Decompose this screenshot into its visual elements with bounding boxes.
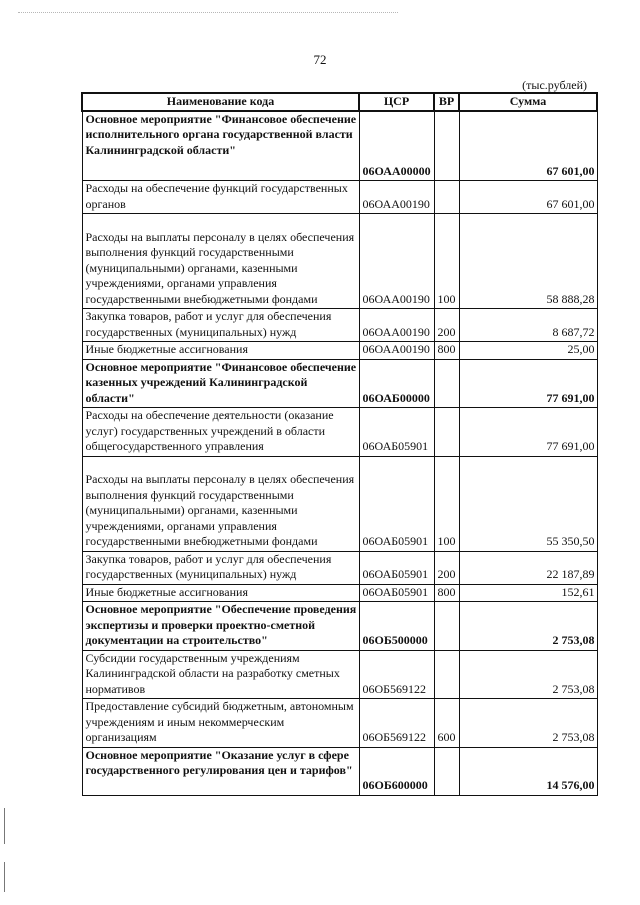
row-amount: 8 687,72 <box>459 309 597 342</box>
table-row <box>82 584 597 602</box>
row-amount: 2 753,08 <box>459 650 597 699</box>
row-name: Основное мероприятие "Финансовое обеспечение казенных учреждений Калининградской области" <box>82 359 359 408</box>
table-row <box>82 342 597 360</box>
row-vr <box>434 359 459 408</box>
row-vr: 200 <box>434 309 459 342</box>
row-name: Иные бюджетные ассигнования <box>82 342 359 360</box>
row-amount: 67 601,00 <box>459 111 597 181</box>
row-amount: 14 576,00 <box>459 747 597 795</box>
row-csr: 06ОАБ00000 <box>359 359 434 408</box>
row-amount: 77 691,00 <box>459 359 597 408</box>
row-name: Предоставление субсидий бюджетным, автономным учреждениям и иным некоммерческим организациям <box>82 699 359 748</box>
row-amount: 22 187,89 <box>459 551 597 584</box>
row-name: Расходы на выплаты персоналу в целях обеспечения выполнения функций государственными (муниципальными) органами, казенными учреждениями, органами управления государственными внебюджетными фондами <box>82 214 359 309</box>
row-vr <box>434 602 459 651</box>
row-csr: 06ОАБ05901 <box>359 584 434 602</box>
row-vr: 600 <box>434 699 459 748</box>
scan-artifact-top <box>18 12 398 17</box>
row-name: Основное мероприятие "Оказание услуг в сфере государственного регулирования цен и тарифов" <box>82 747 359 795</box>
row-vr: 800 <box>434 584 459 602</box>
row-name: Расходы на выплаты персоналу в целях обеспечения выполнения функций государственными (муниципальными) органами, казенными учреждениями, органами управления государственными внебюджетными фондами <box>82 456 359 551</box>
table-row-main-activity <box>82 359 597 408</box>
scan-artifact-left-lower <box>4 862 5 892</box>
table-row <box>82 456 597 551</box>
table-row-main-activity <box>82 111 597 181</box>
table-row-main-activity <box>82 602 597 651</box>
row-vr <box>434 747 459 795</box>
row-vr: 100 <box>434 456 459 551</box>
row-name: Расходы на обеспечение функций государственных органов <box>82 181 359 214</box>
header-csr: ЦСР <box>359 93 434 111</box>
row-vr: 200 <box>434 551 459 584</box>
row-name: Закупка товаров, работ и услуг для обеспечения государственных (муниципальных) нужд <box>82 551 359 584</box>
row-csr: 06ОБ569122 <box>359 650 434 699</box>
header-vr: ВР <box>434 93 459 111</box>
row-vr <box>434 408 459 457</box>
row-csr: 06ОАБ05901 <box>359 408 434 457</box>
row-vr: 100 <box>434 214 459 309</box>
row-csr: 06ОАА00190 <box>359 309 434 342</box>
row-amount: 152,61 <box>459 584 597 602</box>
row-csr: 06ОАА00000 <box>359 111 434 181</box>
row-amount: 58 888,28 <box>459 214 597 309</box>
table-row <box>82 408 597 457</box>
page-number: 72 <box>313 52 327 67</box>
row-amount: 25,00 <box>459 342 597 360</box>
row-csr: 06ОБ569122 <box>359 699 434 748</box>
row-name: Расходы на обеспечение деятельности (оказание услуг) государственных учреждений в области общегосударственного управления <box>82 408 359 457</box>
budget-table <box>81 92 598 796</box>
header-amount: Сумма <box>459 93 597 111</box>
row-csr: 06ОАБ05901 <box>359 456 434 551</box>
row-csr: 06ОАБ05901 <box>359 551 434 584</box>
table-row <box>82 650 597 699</box>
table-row <box>82 551 597 584</box>
table-row <box>82 309 597 342</box>
table-row <box>82 699 597 748</box>
row-csr: 06ОАА00190 <box>359 214 434 309</box>
row-name: Иные бюджетные ассигнования <box>82 584 359 602</box>
header-name: Наименование кода <box>82 93 359 111</box>
row-csr: 06ОБ600000 <box>359 747 434 795</box>
row-vr <box>434 650 459 699</box>
table-row-main-activity <box>82 747 597 795</box>
row-name: Закупка товаров, работ и услуг для обеспечения государственных (муниципальных) нужд <box>82 309 359 342</box>
row-amount: 77 691,00 <box>459 408 597 457</box>
row-name: Основное мероприятие "Обеспечение проведения экспертизы и проверки проектно-сметной документации на строительство" <box>82 602 359 651</box>
table-header-row <box>82 93 597 111</box>
row-amount: 55 350,50 <box>459 456 597 551</box>
unit-note: (тыс.рублей) <box>522 78 587 92</box>
row-vr <box>434 181 459 214</box>
row-amount: 2 753,08 <box>459 699 597 748</box>
row-amount: 67 601,00 <box>459 181 597 214</box>
table-row <box>82 214 597 309</box>
row-csr: 06ОАА00190 <box>359 342 434 360</box>
row-csr: 06ОАА00190 <box>359 181 434 214</box>
row-amount: 2 753,08 <box>459 602 597 651</box>
row-name: Субсидии государственным учреждениям Калининградской области на разработку сметных нормативов <box>82 650 359 699</box>
row-name: Основное мероприятие "Финансовое обеспечение исполнительного органа государственной власти Калининградской области" <box>82 111 359 181</box>
row-csr: 06ОБ500000 <box>359 602 434 651</box>
scan-artifact-left <box>4 808 5 844</box>
row-vr: 800 <box>434 342 459 360</box>
table-row <box>82 181 597 214</box>
row-vr <box>434 111 459 181</box>
